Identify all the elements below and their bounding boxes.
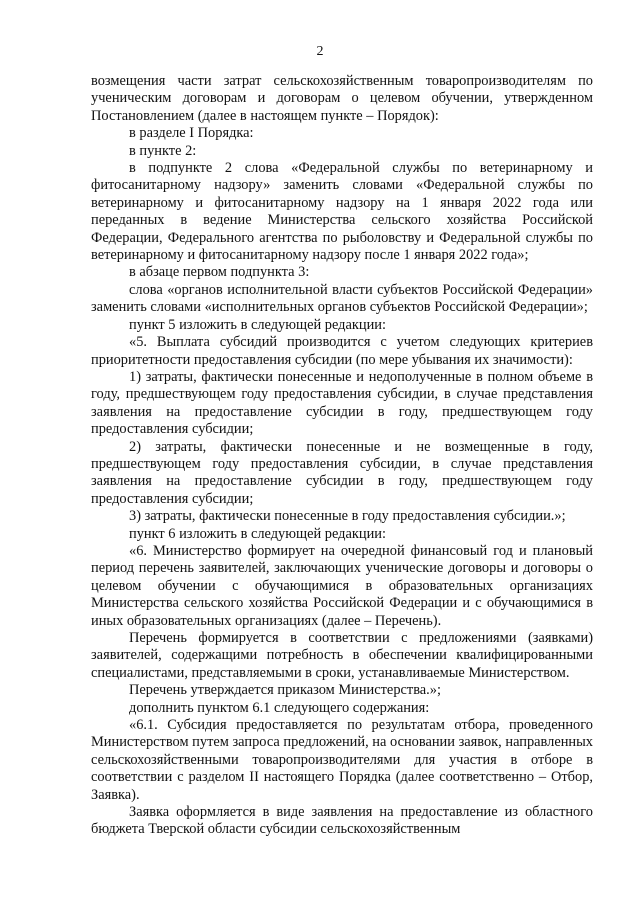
paragraph-continuation: возмещения части затрат сельскохозяйственным товаропроизводителям по ученическим договорам и договорам о целевом обучении, утвержденном Постановлением (далее в настоящем пункте – Порядок): — [91, 73, 593, 124]
paragraph: 1) затраты, фактически понесенные и недополученные в полном объеме в году, предшествующем году предоставления субсидии, в случае представления заявления на предоставление субсидии в году, предшествующем году предоставления субсидии; — [91, 368, 593, 438]
paragraph: «6.1. Субсидия предоставляется по результатам отбора, проведенного Министерством путем запроса предложений, на основании заявок, направленных сельскохозяйственными товаропроизводителями для участия в отборе в соответствии с разделом II настоящего Порядка (далее соответственно – Отбор, Заявка). — [91, 717, 593, 803]
document-body — [91, 73, 593, 839]
paragraph: в абзаце первом подпункта 3: — [129, 264, 310, 281]
paragraph: Перечень утверждается приказом Министерства.»; — [129, 682, 441, 699]
paragraph: 2) затраты, фактически понесенные и не возмещенные в году, предшествующем году предоставления субсидии, в случае представления заявления на предоставление субсидии в году, предшествующем году предоставления субсидии; — [91, 438, 593, 507]
paragraph: в пункте 2: — [129, 142, 197, 159]
page-number: 2 — [316, 44, 324, 59]
paragraph: Перечень формируется в соответствии с предложениями (заявками) заявителей, содержащими потребность в обеспечении квалифицированными специалистами, представляемыми в сроки, устанавливаемые Министерством. — [91, 630, 593, 681]
paragraph: «5. Выплата субсидий производится с учетом следующих критериев приоритетности предоставления субсидии (по мере убывания их значимости): — [91, 334, 593, 368]
paragraph: пункт 6 изложить в следующей редакции: — [129, 525, 386, 542]
paragraph: Заявка оформляется в виде заявления на предоставление из областного бюджета Тверской области субсидии сельскохозяйственным — [91, 804, 593, 838]
paragraph: слова «органов исполнительной власти субъектов Российской Федерации» заменить словами «исполнительных органов субъектов Российской Федерации»; — [91, 281, 593, 316]
paragraph: в разделе I Порядка: — [129, 125, 254, 142]
paragraph: «6. Министерство формирует на очередной финансовый год и плановый период перечень заявителей, заключающих ученические договоры и договоры о целевом обучении с обучающимися в образовательных организациях Министерства сельского хозяйства Российской Федерации и с обучающимися в иных образовательных организациях (далее – Перечень). — [91, 542, 593, 629]
paragraph: в подпункте 2 слова «Федеральной службы по ветеринарному и фитосанитарному надзору» заменить словами «Федеральной службы по ветеринарному и фитосанитарному надзору на 1 января 2022 года или переданных в ведение Министерства сельского хозяйства Российской Федерации, Федерального агентства по рыболовству и Федеральной службы по ветеринарному и фитосанитарному надзору после 1 января 2022 года»; — [91, 160, 593, 264]
paragraph: пункт 5 изложить в следующей редакции: — [129, 316, 386, 333]
paragraph: дополнить пунктом 6.1 следующего содержания: — [129, 699, 430, 716]
paragraph: 3) затраты, фактически понесенные в году предоставления субсидии.»; — [129, 508, 566, 525]
